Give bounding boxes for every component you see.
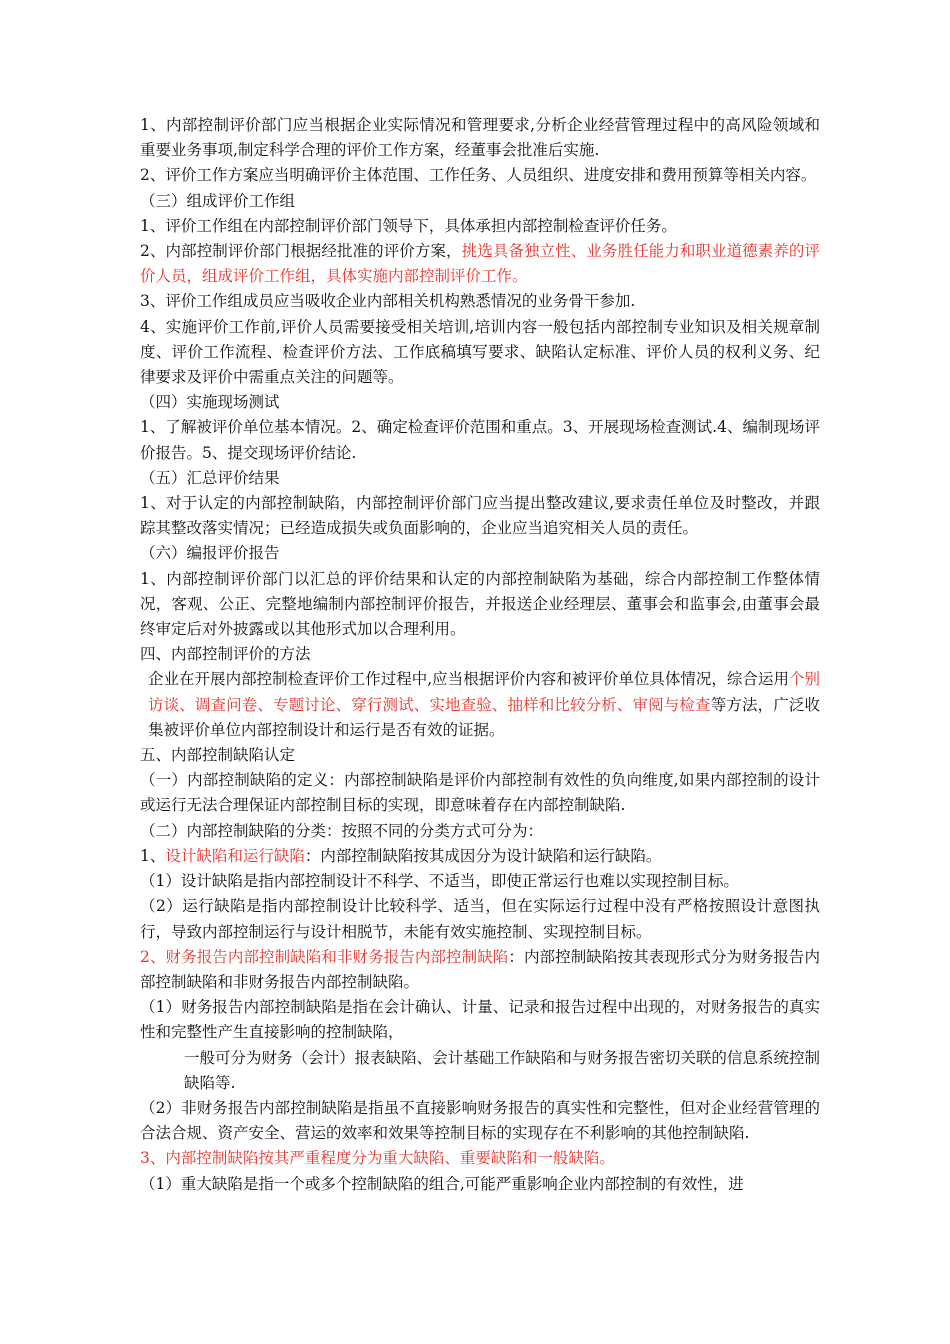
text-run: ：内部控制缺陷按其成因分为设计缺陷和运行缺陷。 [304,846,662,865]
section-heading: （五）汇总评价结果 [140,468,280,487]
highlighted-text: 2、财务报告内部控制缺陷和非财务报告内部控制缺陷 [140,947,509,966]
paragraph: （1）财务报告内部控制缺陷是指在会计确认、计量、记录和报告过程中出现的，对财务报告的真实性和完整性产生直接影响的控制缺陷， [140,998,820,1042]
highlighted-text: 3、 [140,1149,166,1168]
text-run: ：内部控制缺陷按其表现形式分为财务报告内部控制缺陷和非财务报告内部控制缺陷。 [140,947,820,991]
section-heading: （六）编报评价报告 [140,544,280,563]
paragraph: （1）设计缺陷是指内部控制设计不科学、不适当，即使正常运行也难以实现控制目标。 [140,872,739,891]
paragraph: 1、对于认定的内部控制缺陷，内部控制评价部门应当提出整改建议,要求责任单位及时整改，并跟踪其整改落实情况；已经造成损失或负面影响的，企业应当追究相关人员的责任。 [140,494,820,538]
paragraph: 1、了解被评价单位基本情况。2、确定检查评价范围和重点。3、开展现场检查测试.4、编制现场评价报告。5、提交现场评价结论. [140,418,820,462]
paragraph: （2）运行缺陷是指内部控制设计比较科学、适当，但在实际运行过程中没有严格按照设计意图执行，导致内部控制运行与设计相脱节，未能有效实施控制、实现控制目标。 [140,897,820,941]
paragraph: （1）重大缺陷是指一个或多个控制缺陷的组合,可能严重影响企业内部控制的有效性，进 [140,1174,744,1193]
highlighted-text: 内部控制缺陷按其严重程度分为重大缺陷、重要缺陷和一般缺陷。 [165,1149,615,1168]
paragraph: 一般可分为财务（会计）报表缺陷、会计基础工作缺陷和与财务报告密切关联的信息系统控制缺陷等. [184,1048,820,1092]
paragraph: （一）内部控制缺陷的定义：内部控制缺陷是评价内部控制有效性的负向维度,如果内部控制的设计或运行无法合理保证内部控制目标的实现，即意味着存在内部控制缺陷. [140,771,820,815]
paragraph [140,945,820,995]
highlighted-text: 设计缺陷和运行缺陷 [165,846,305,865]
chapter-heading: 四、内部控制评价的方法 [140,645,311,664]
paragraph [140,844,820,869]
paragraph: 1、内部控制评价部门应当根据企业实际情况和管理要求,分析企业经营管理过程中的高风险领域和重要业务事项,制定科学合理的评价工作方案，经董事会批准后实施. [140,116,820,160]
paragraph: 3、评价工作组成员应当吸收企业内部相关机构熟悉情况的业务骨干参加. [140,292,636,311]
paragraph: （二）内部控制缺陷的分类：按照不同的分类方式可分为： [140,821,544,840]
document-body [140,113,820,1197]
highlighted-text: 挑选具备独立性、业务胜任能力和职业道德素养的评价人员，组成评价工作组，具体实施内部控制评价工作。 [140,242,820,286]
text-run: 2、内部控制评价部门根据经批准的评价方案， [140,242,462,261]
paragraph [140,1146,820,1171]
paragraph [140,667,820,743]
text-run: 1、 [140,846,166,865]
chapter-heading: 五、内部控制缺陷认定 [140,746,296,765]
section-heading: （三）组成评价工作组 [140,191,296,210]
paragraph: （2）非财务报告内部控制缺陷是指虽不直接影响财务报告的真实性和完整性，但对企业经营管理的合法合规、资产安全、营运的效率和效果等控制目标的实现存在不利影响的其他控制缺陷. [140,1098,820,1143]
paragraph: 4、实施评价工作前,评价人员需要接受相关培训,培训内容一般包括内部控制专业知识及相关规章制度、评价工作流程、检查评价方法、工作底稿填写要求、缺陷认定标准、评价人员的权利义务、纪律要求及评价中需重点关注的问题等。 [140,317,820,387]
highlighted-text: 个别访谈、调查问卷、专题讨论、穿行测试、实地查验、抽样和比较分析、审阅与检查 [148,670,820,714]
paragraph [140,239,820,289]
paragraph: 2、评价工作方案应当明确评价主体范围、工作任务、人员组织、进度安排和费用预算等相关内容。 [140,166,817,185]
paragraph: 1、内部控制评价部门以汇总的评价结果和认定的内部控制缺陷为基础，综合内部控制工作整体情况，客观、公正、完整地编制内部控制评价报告，并报送企业经理层、董事会和监事会,由董事会最终审定后对外披露或以其他形式加以合理利用。 [140,569,820,639]
text-run: 企业在开展内部控制检查评价工作过程中,应当根据评价内容和被评价单位具体情况，综合运用 [148,670,789,689]
paragraph: 1、评价工作组在内部控制评价部门领导下，具体承担内部控制检查评价任务。 [140,216,677,235]
section-heading: （四）实施现场测试 [140,393,280,412]
text-run: 等方法，广泛收集被评价单位内部控制设计和运行是否有效的证据。 [148,695,820,739]
